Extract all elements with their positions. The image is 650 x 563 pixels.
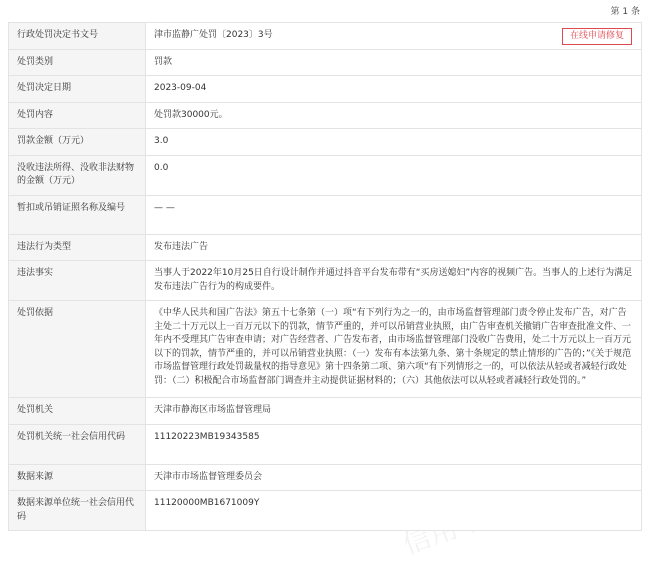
record-row	[9, 234, 642, 261]
field-label: 暂扣或吊销证照名称及编号	[9, 195, 146, 234]
field-label: 处罚机关统一社会信用代码	[9, 424, 146, 464]
record-row	[9, 261, 642, 301]
field-label: 行政处罚决定书文号	[9, 23, 146, 50]
field-value: 11120000MB1671009Y	[146, 491, 642, 531]
field-value: 天津市静海区市场监督管理局	[146, 398, 642, 425]
penalty-record-table	[8, 22, 642, 531]
field-label: 数据来源	[9, 464, 146, 491]
record-row	[9, 129, 642, 156]
record-row	[9, 491, 642, 531]
field-value: 当事人于2022年10月25日自行设计制作并通过抖音平台发布带有“买房送媳妇”内容的视频广告。当事人的上述行为满足发布违法广告行为的构成要件。	[146, 261, 642, 301]
decision-number: 津市监静广处罚〔2023〕3号	[154, 30, 273, 40]
field-value: — —	[146, 195, 642, 234]
field-label: 违法行为类型	[9, 234, 146, 261]
record-row	[9, 76, 642, 103]
field-value-cell	[146, 23, 642, 50]
field-label: 处罚决定日期	[9, 76, 146, 103]
field-value: 3.0	[146, 129, 642, 156]
field-label: 处罚机关	[9, 398, 146, 425]
field-label: 处罚依据	[9, 301, 146, 398]
record-row	[9, 301, 642, 398]
record-row	[9, 49, 642, 76]
online-repair-button[interactable]: 在线申请修复	[562, 28, 632, 45]
field-label: 违法事实	[9, 261, 146, 301]
record-row	[9, 398, 642, 425]
record-row	[9, 464, 642, 491]
field-label: 处罚内容	[9, 102, 146, 129]
field-label: 没收违法所得、没收非法财物的金额（万元）	[9, 155, 146, 195]
field-value: 发布违法广告	[146, 234, 642, 261]
field-value: 天津市市场监督管理委员会	[146, 464, 642, 491]
record-row	[9, 102, 642, 129]
field-value: 《中华人民共和国广告法》第五十七条第（一）项“有下列行为之一的，由市场监督管理部门责令停止发布广告，对广告主处二十万元以上一百万元以下的罚款，情节严重的，并可以吊销营业执照，由广告审查机关撤销广告审查批准文件、一年内不受理其广告审查申请；对广告经营者、广告发布者，由市场监督管理部门没收广告费用，处二十万元以上一百万元以下的罚款，情节严重的，并可以吊销营业执照：（一）发布有本法第九条、第十条规定的禁止情形的广告的；”《关于规范市场监督管理行政处罚裁量权的指导意见》第十四条第二项、第六项“有下列情形之一的，可以依法从轻或者减轻行政处罚：（二）积极配合市场监督部门调查并主动提供证据材料的；（六）其他依法可以从轻或者减轻行政处罚的。”	[146, 301, 642, 398]
field-value: 罚款	[146, 49, 642, 76]
field-label: 处罚类别	[9, 49, 146, 76]
record-row	[9, 424, 642, 464]
record-row	[9, 195, 642, 234]
field-value: 2023-09-04	[146, 76, 642, 103]
field-value: 处罚款30000元。	[146, 102, 642, 129]
record-row	[9, 155, 642, 195]
field-label: 罚款金额（万元）	[9, 129, 146, 156]
field-label: 数据来源单位统一社会信用代码	[9, 491, 146, 531]
field-value: 11120223MB19343585	[146, 424, 642, 464]
page-count: 第 1 条	[610, 7, 640, 17]
field-value: 0.0	[146, 155, 642, 195]
record-row	[9, 23, 642, 50]
